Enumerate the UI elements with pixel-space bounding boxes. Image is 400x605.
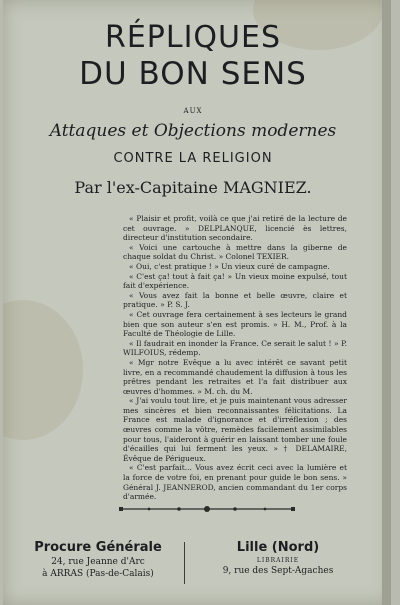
- footer-divider: [184, 542, 185, 584]
- author-line: Par l'ex-Capitaine MAGNIEZ.: [74, 178, 312, 197]
- testimonial: « Oui, c'est pratique ! » Un vieux curé de campagne.: [129, 261, 330, 271]
- publisher-left: [23, 540, 173, 579]
- testimonial: « J'ai voulu tout lire, et je puis maintenant vous adresser mes sincères et bien reconnaissantes félicitations. La France est malade d'ignorance et d'irréflexion ; des œuvres comme la vôtre, remèdes facilement assimilables pour tous, l'aideront à guérir en laissant tomber une foule d'écailles qui lui ferment les yeux. » † DELAMAIRE, Évêque de Périgueux.: [123, 396, 347, 463]
- testimonial: « Il faudrait en inonder la France. Ce serait le salut ! » P. WILFOIUS, rédemp.: [123, 338, 347, 358]
- publisher-right-address: 9, rue des Sept-Agaches: [222, 566, 334, 576]
- publisher-left-city: à ARRAS (Pas-de-Calais): [42, 569, 154, 579]
- testimonial: « Vous avez fait la bonne et belle œuvre, claire et pratique. » P. S. J.: [123, 290, 347, 310]
- subtitle: Attaques et Objections modernes: [49, 121, 337, 141]
- publisher-left-address: 24, rue Jeanne d'Arc: [51, 557, 145, 567]
- ornament-divider: [119, 504, 295, 514]
- publisher-right: [195, 540, 361, 576]
- testimonial: « C'est parfait... Vous avez écrit ceci avec la lumière et la force de votre foi, en prenant pour guide le bon sens. » Général J. JEANNEROD, ancien commandant du 1er corps d'armée.: [123, 463, 347, 502]
- publisher-right-label: LIBRAIRIE: [256, 557, 300, 564]
- aux-label: AUX: [183, 107, 203, 115]
- testimonial: « Mgr notre Evêque a lu avec intérêt ce savant petit livre, en a recommandé chaudement la diffusion à tous les prêtres pendant les retraites et l'a fait distribuer aux œuvres d'hommes. » M. ch. du M.: [123, 357, 347, 396]
- testimonial: « Plaisir et profit, voilà ce que j'ai retiré de la lecture de cet ouvrage. » DELPLANQUE, licencié ès lettres, directeur d'institution secondaire.: [123, 214, 347, 243]
- publisher-left-title: Procure Générale: [34, 540, 162, 555]
- page-edge: [382, 0, 391, 605]
- title-line-2: DU BON SENS: [79, 56, 307, 92]
- testimonial: « C'est ça! tout à fait ça! » Un vieux moine expulsé, tout fait d'expérience.: [123, 271, 347, 291]
- contre-label: CONTRE LA RELIGION: [113, 151, 273, 166]
- testimonials: [123, 214, 347, 502]
- title-line-1: RÉPLIQUES: [104, 20, 282, 55]
- publisher-right-title: Lille (Nord): [236, 540, 320, 555]
- book-cover: [3, 0, 391, 605]
- paper-stain: [3, 300, 83, 440]
- testimonial: « Voici une cartouche à mettre dans la giberne de chaque soldat du Christ. » Colonel TEXIER.: [123, 242, 347, 262]
- testimonial: « Cet ouvrage fera certainement à ses lecteurs le grand bien que son auteur s'en est promis. » H. M., Prof. à la Faculté de Théologie de Lille.: [123, 309, 347, 339]
